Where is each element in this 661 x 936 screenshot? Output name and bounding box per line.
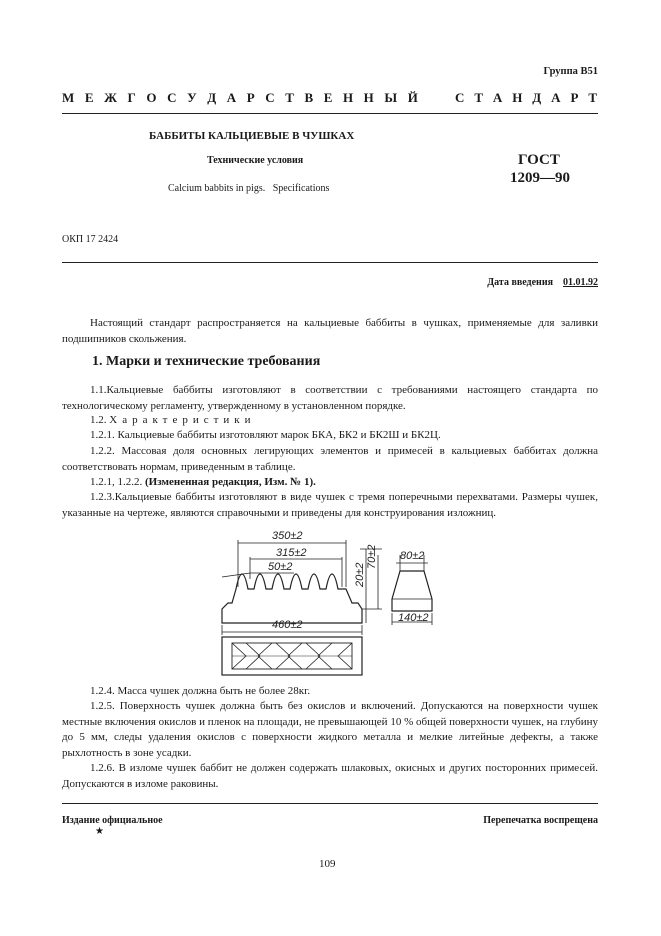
- band-left-letter: Н: [363, 90, 374, 105]
- band-right-letter: С: [455, 90, 465, 105]
- intro-date: [487, 277, 598, 288]
- english-title: Calcium babbits in pigs. Specifications: [168, 183, 330, 194]
- dim-460: 460±2: [272, 619, 303, 631]
- dim-50: 50±2: [268, 561, 293, 573]
- document-subtitle: Технические условия: [207, 155, 304, 166]
- band-left-letter: Е: [323, 90, 333, 105]
- gost-number: 1209—90: [510, 170, 570, 186]
- okp-code: ОКП 17 2424: [62, 234, 119, 245]
- dim-70: 70±2: [366, 544, 378, 569]
- group-label: Группа В51: [543, 66, 598, 77]
- star-icon: ★: [95, 826, 104, 837]
- band-left-letter: С: [167, 90, 177, 105]
- paragraph-1-2-5: 1.2.5. Поверхность чушек должна быть без окислов и включений. Допускаются на поверхности чушек местные включения окислов и пленок на площади, не превышающей 10 % общей поверхности чушек, на глубину до 5 мм, следы удаления окислов с поверхности жидкого металла и мелкие литейные дефекты, а также рыхлотность в зоне усадки.: [62, 700, 598, 759]
- side-view-outline: [222, 574, 362, 623]
- paragraph-1-2-4: 1.2.4. Масса чушек должна быть не более 28кг.: [90, 685, 311, 697]
- band-right-letter: Т: [474, 90, 483, 105]
- document-title: БАББИТЫ КАЛЬЦИЕВЫЕ В ЧУШКАХ: [149, 130, 355, 142]
- paragraph-1-2-3: 1.2.3.Кальциевые баббиты изготовляют в виде чушек с тремя поперечными перехватами. Размеры чушек, указанные на чертеже, являются справочными и приведены для конструирования изложниц.: [62, 491, 598, 519]
- band-right-letter: А: [551, 90, 561, 105]
- standard-band-left: [62, 90, 418, 106]
- band-left-letter: Н: [342, 90, 354, 105]
- dim-80: 80±2: [400, 550, 425, 562]
- dim-20: 20±2: [354, 562, 366, 587]
- band-right-letter: Д: [532, 90, 542, 105]
- section-heading: 1. Марки и технические требования: [92, 354, 321, 369]
- band-left-letter: Ж: [104, 90, 117, 105]
- band-right-letter: Т: [588, 90, 597, 105]
- dim-140: 140±2: [398, 612, 429, 624]
- band-left-letter: М: [62, 90, 75, 105]
- band-left-letter: О: [146, 90, 157, 105]
- paragraph-1-2-1: 1.2.1. Кальциевые баббиты изготовляют марок БКА, БК2 и БК2Ш и БК2Ц.: [90, 429, 441, 441]
- paragraph-1-2-6: 1.2.6. В изломе чушек баббит не должен содержать шлаковых, окисных и других посторонних примесей. Допускаются в изломе раковины.: [62, 762, 598, 790]
- amendment-bold: (Измененная редакция, Изм. № 1).: [145, 476, 316, 488]
- amendment-note: [62, 475, 598, 491]
- band-left-letter: Ы: [384, 90, 398, 105]
- band-left-letter: С: [265, 90, 275, 105]
- paragraph-1-2-2: 1.2.2. Массовая доля основных легирующих элементов и примесей в кальциевых баббитах должна соответствовать нормам, приведенным в таблице.: [62, 445, 598, 473]
- band-left-letter: У: [187, 90, 197, 105]
- standard-band-right: [455, 90, 597, 106]
- dim-315: 315±2: [276, 547, 307, 559]
- footer-rule: [62, 803, 598, 804]
- intro-date-value: 01.01.92: [563, 277, 598, 288]
- dim-350: 350±2: [272, 530, 303, 542]
- page-number: 109: [319, 858, 336, 870]
- paragraph-1-2-number: 1.2.: [90, 414, 107, 426]
- band-left-letter: Й: [407, 90, 418, 105]
- band-left-letter: Г: [127, 90, 136, 105]
- footer-reprint: Перепечатка воспрещена: [483, 815, 598, 826]
- paragraph-1-1: 1.1.Кальциевые баббиты изготовляют в соответствии с требованиями настоящего стандарта по технологическому регламенту, утвержденному в установленном порядке.: [62, 384, 598, 412]
- band-right-letter: Н: [512, 90, 523, 105]
- band-right-letter: А: [492, 90, 503, 105]
- paragraph-1-2: [62, 413, 598, 429]
- paragraph-1-2-label: Характеристики: [109, 414, 256, 426]
- header-rule-top: [62, 113, 598, 114]
- gost-label: ГОСТ: [518, 152, 560, 168]
- intro-paragraph: Настоящий стандарт распространяется на кальциевые баббиты в чушках, применяемые для заливки подшипников скольжения.: [62, 317, 598, 345]
- amendment-prefix: 1.2.1, 1.2.2.: [90, 476, 143, 488]
- band-left-letter: Е: [84, 90, 94, 105]
- intro-date-label: Дата введения: [487, 277, 553, 288]
- footer-edition: Издание официальное: [62, 815, 163, 826]
- band-left-letter: А: [226, 90, 237, 105]
- band-left-letter: В: [304, 90, 314, 105]
- band-right-letter: Р: [570, 90, 579, 105]
- end-view-outline: [392, 571, 432, 611]
- header-rule-bottom: [62, 262, 598, 263]
- band-left-letter: Т: [285, 90, 294, 105]
- band-left-letter: Р: [246, 90, 255, 105]
- pig-ingot-drawing: [210, 525, 455, 685]
- band-left-letter: Д: [207, 90, 217, 105]
